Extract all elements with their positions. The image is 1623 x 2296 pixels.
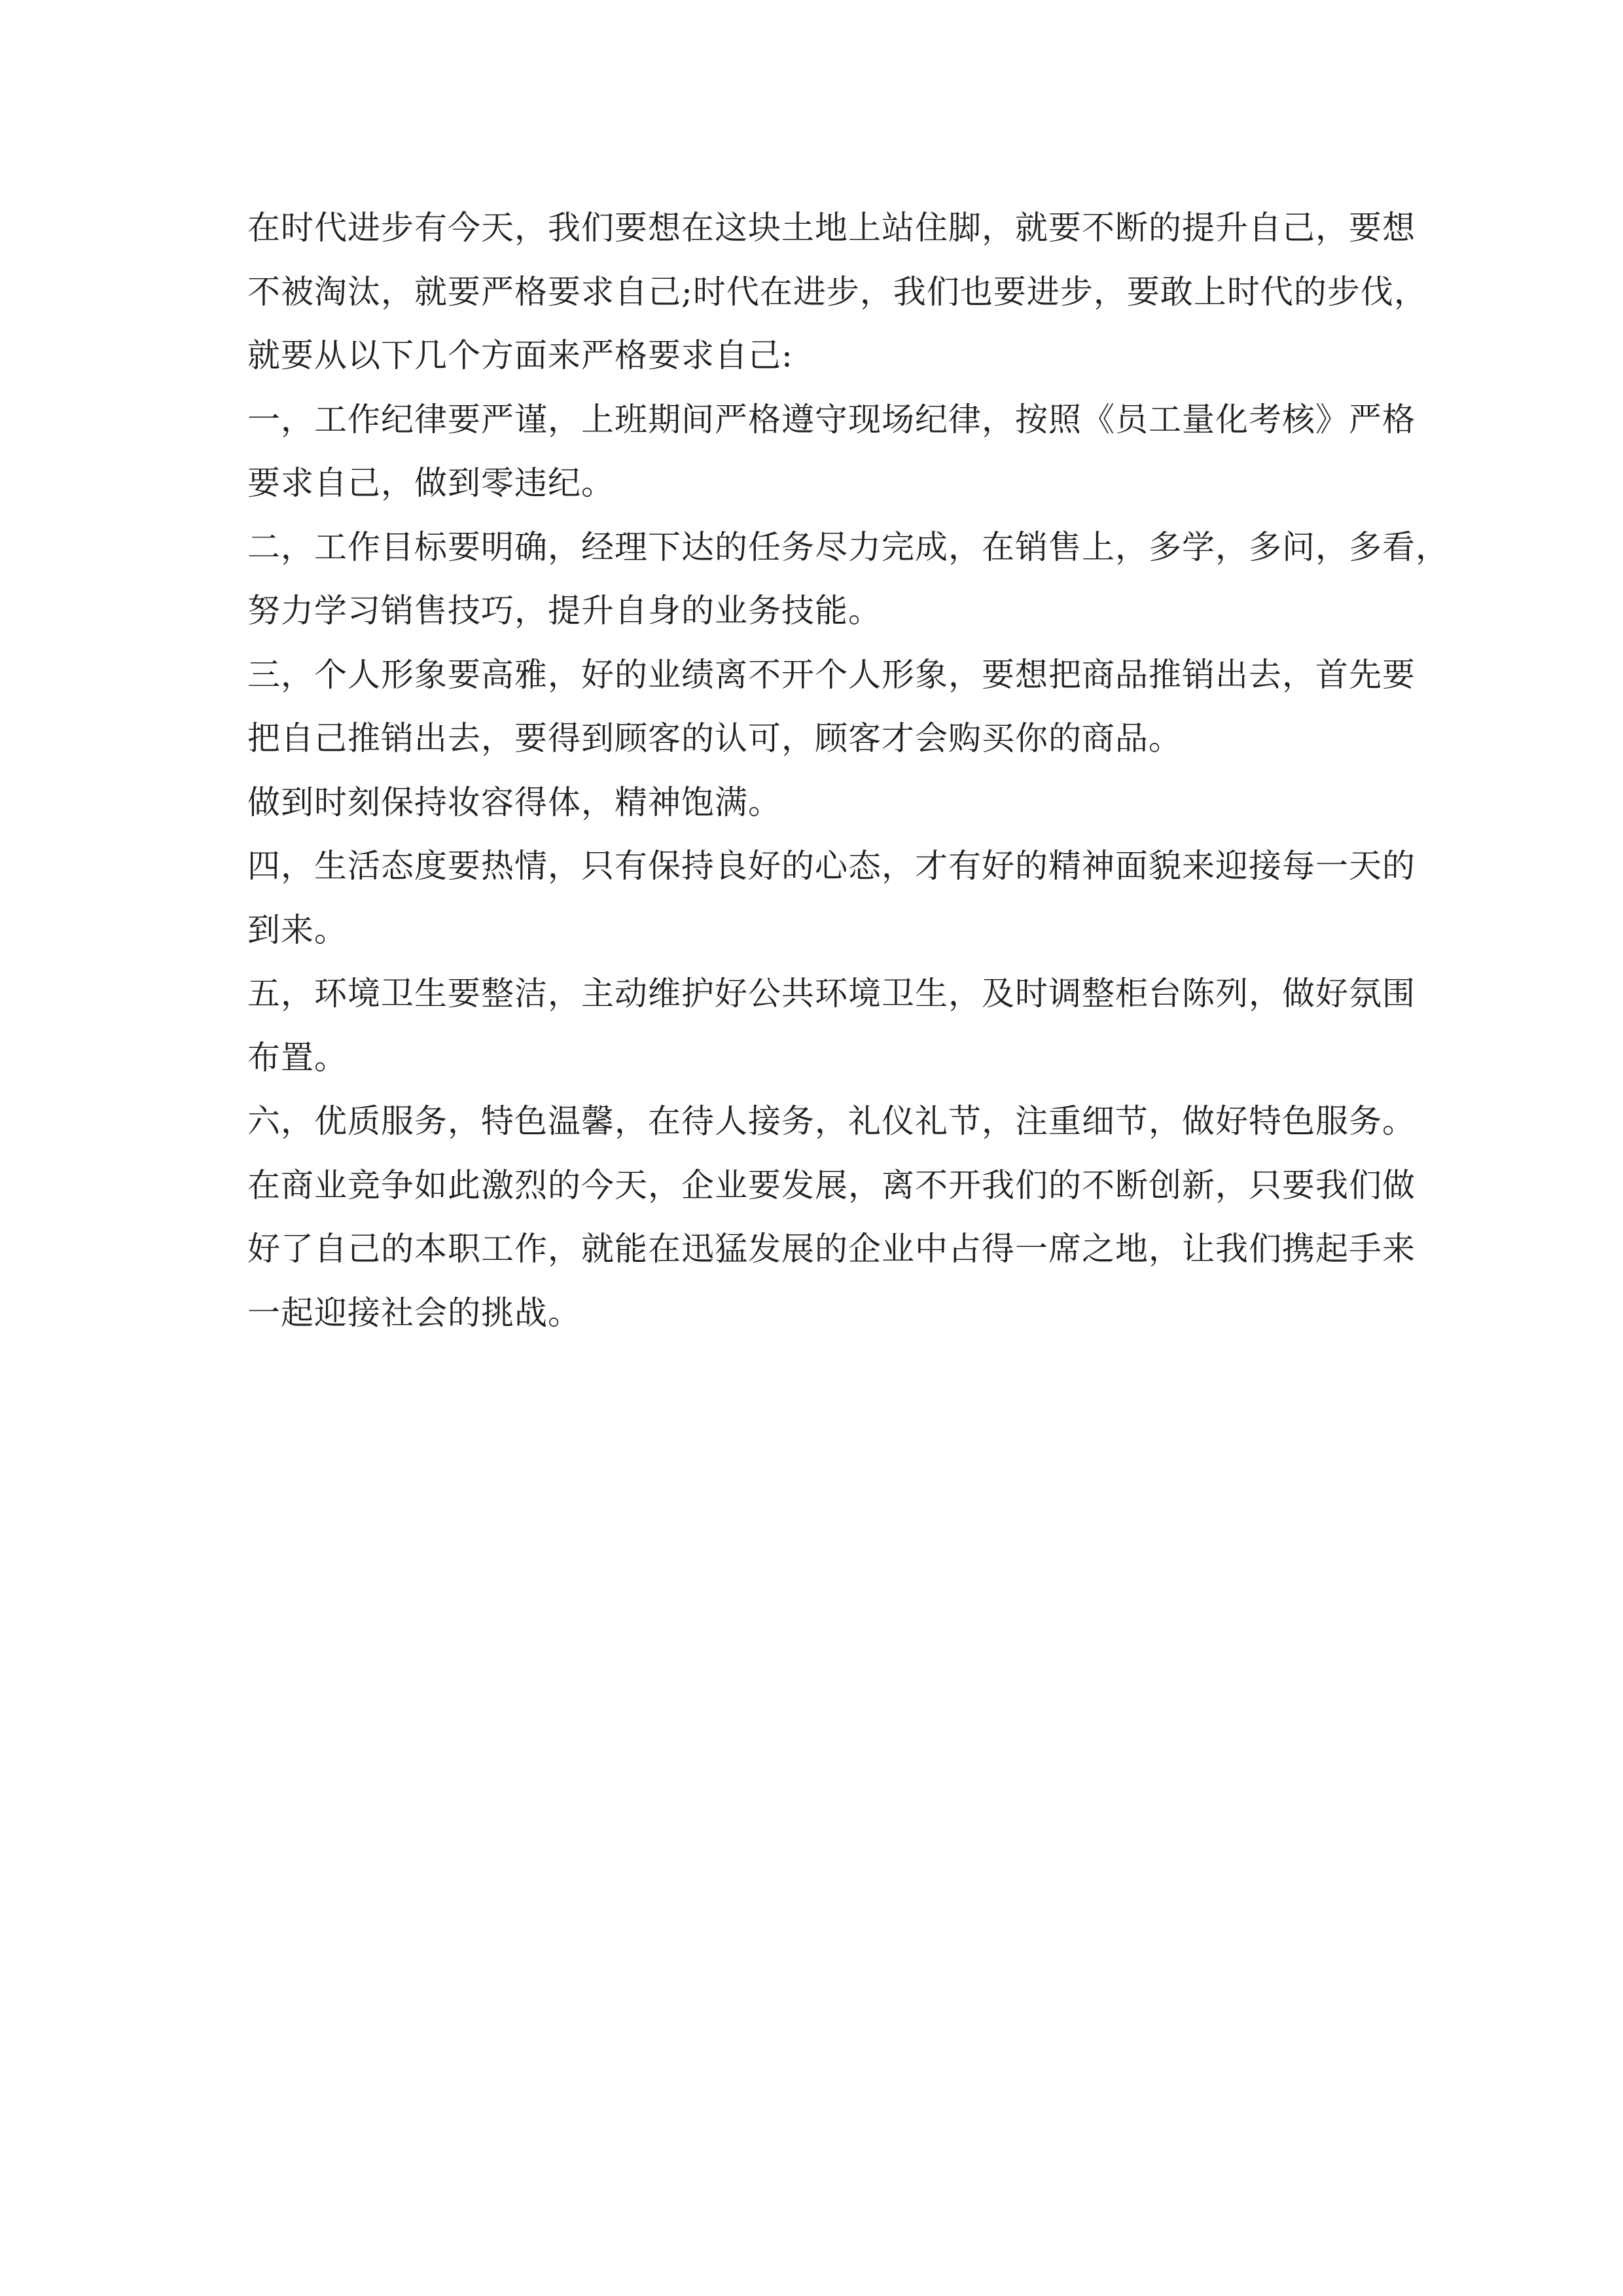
body-line: 好了自己的本职工作，就能在迅猛发展的企业中占得一席之地，让我们携起手来 (247, 1230, 1416, 1268)
body-line: 二，工作目标要明确，经理下达的任务尽力完成，在销售上，多学，多问，多看， (247, 528, 1449, 566)
body-line: 六，优质服务，特色温馨，在待人接务，礼仪礼节，注重细节，做好特色服务。 (247, 1102, 1416, 1140)
body-line: 把自己推销出去，要得到顾客的认可，顾客才会购买你的商品。 (247, 719, 1182, 757)
body-line: 要求自己，做到零违纪。 (247, 464, 615, 502)
body-line: 三，个人形象要高雅，好的业绩离不开个人形象，要想把商品推销出去，首先要 (247, 655, 1416, 694)
body-line: 做到时刻保持妆容得体，精神饱满。 (247, 783, 781, 821)
body-line: 五，环境卫生要整洁，主动维护好公共环境卫生，及时调整柜台陈列，做好氛围 (247, 975, 1416, 1013)
body-line: 不被淘汰，就要严格要求自己;时代在进步，我们也要进步，要敢上时代的步伐， (247, 272, 1427, 311)
body-line: 到来。 (247, 910, 348, 949)
body-line: 努力学习销售技巧，提升自身的业务技能。 (247, 592, 882, 630)
body-line: 布置。 (247, 1038, 348, 1077)
body-line: 就要从以下几个方面来严格要求自己: (247, 336, 793, 374)
document-body (247, 196, 1449, 1345)
body-line: 一，工作纪律要严谨，上班期间严格遵守现场纪律，按照《员工量化考核》严格 (247, 400, 1416, 439)
body-line: 一起迎接社会的挑战。 (247, 1293, 581, 1332)
body-line: 在时代进步有今天，我们要想在这块土地上站住脚，就要不断的提升自己，要想 (247, 209, 1416, 247)
body-line: 在商业竞争如此激烈的今天，企业要发展，离不开我们的不断创新，只要我们做 (247, 1166, 1416, 1204)
body-line: 四，生活态度要热情，只有保持良好的心态，才有好的精神面貌来迎接每一天的 (247, 847, 1416, 885)
